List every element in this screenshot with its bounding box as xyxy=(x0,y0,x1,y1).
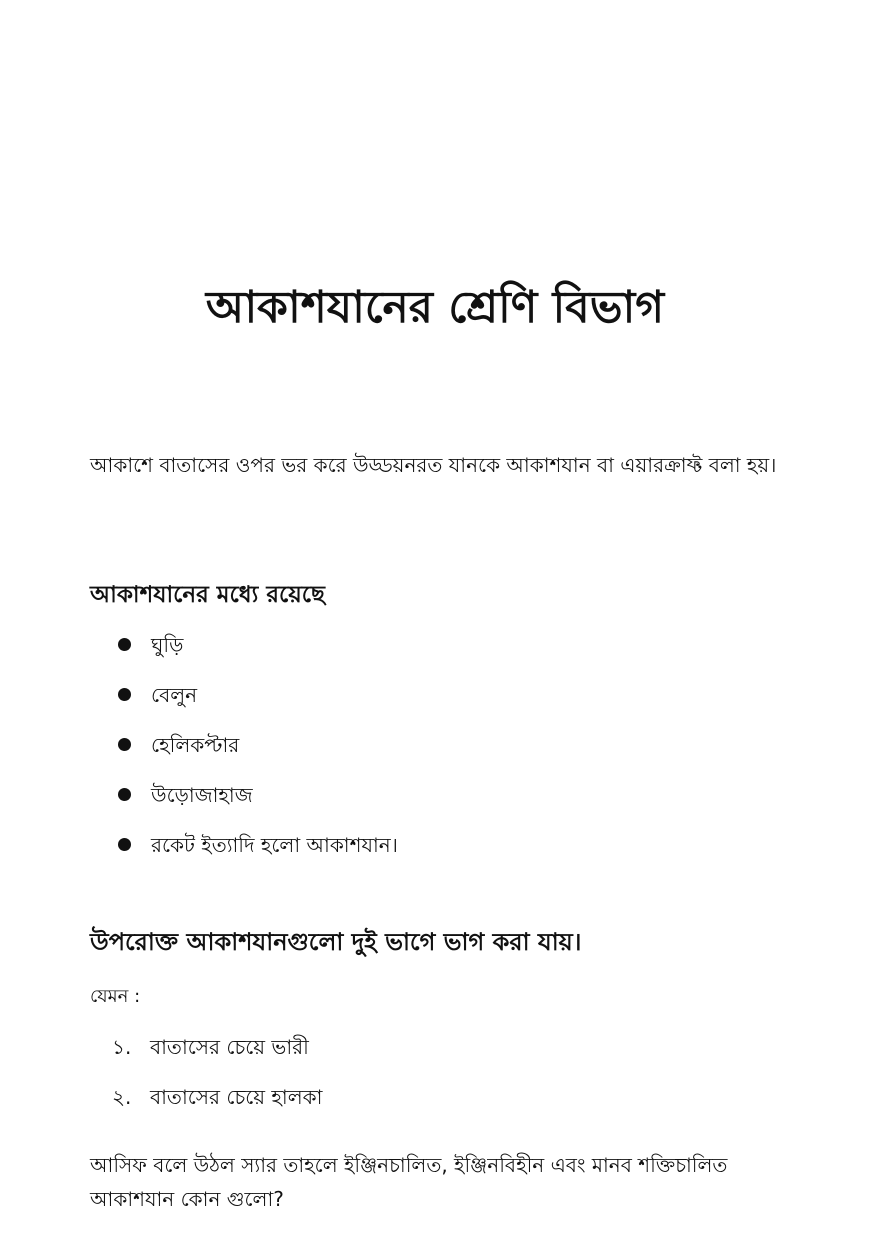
list-item xyxy=(118,722,398,772)
closing-paragraph: আসিফ বলে উঠল স্যার তাহলে ইঞ্জিনচালিত, ইঞ্জিনবিহীন এবং মানব শক্তিচালিত আকাশযান কোন গুলো? xyxy=(90,1153,728,1211)
list-item xyxy=(118,822,398,872)
list-item xyxy=(112,1026,322,1076)
list-item-number: ১. xyxy=(112,1035,132,1059)
bullet-icon xyxy=(118,688,131,701)
list-item xyxy=(118,622,398,672)
types-numbered-list xyxy=(112,1026,322,1126)
list-item-text: বেলুন xyxy=(151,683,198,707)
list-item-text: উড়োজাহাজ xyxy=(151,783,253,807)
bullet-icon xyxy=(118,738,131,751)
list-item-text: বাতাসের চেয়ে ভারী xyxy=(150,1035,309,1059)
division-heading: উপরোক্ত আকাশযানগুলো দুই ভাগে ভাগ করা যায়। xyxy=(90,928,582,956)
list-item xyxy=(118,772,398,822)
aircraft-bullet-list xyxy=(118,622,398,872)
bullet-icon xyxy=(118,638,131,651)
aircraft-list-heading: আকাশযানের মধ্যে রয়েছে xyxy=(90,582,325,608)
list-item-text: বাতাসের চেয়ে হালকা xyxy=(150,1085,323,1109)
list-item-text: হেলিকপ্টার xyxy=(151,733,240,757)
bullet-icon xyxy=(118,838,131,851)
example-label: যেমন : xyxy=(90,986,141,1007)
intro-paragraph: আকাশে বাতাসের ওপর ভর করে উড্ডয়নরত যানকে আকাশযান বা এয়ারক্রাফ্ট বলা হয়। xyxy=(90,453,777,477)
page-title: আকাশযানের শ্রেণি বিভাগ xyxy=(205,282,665,333)
list-item xyxy=(118,672,398,722)
list-item xyxy=(112,1076,322,1126)
bullet-icon xyxy=(118,788,131,801)
list-item-number: ২. xyxy=(112,1085,132,1109)
list-item-text: ঘুড়ি xyxy=(151,633,184,657)
list-item-text: রকেট ইত্যাদি হলো আকাশযান। xyxy=(151,833,398,857)
